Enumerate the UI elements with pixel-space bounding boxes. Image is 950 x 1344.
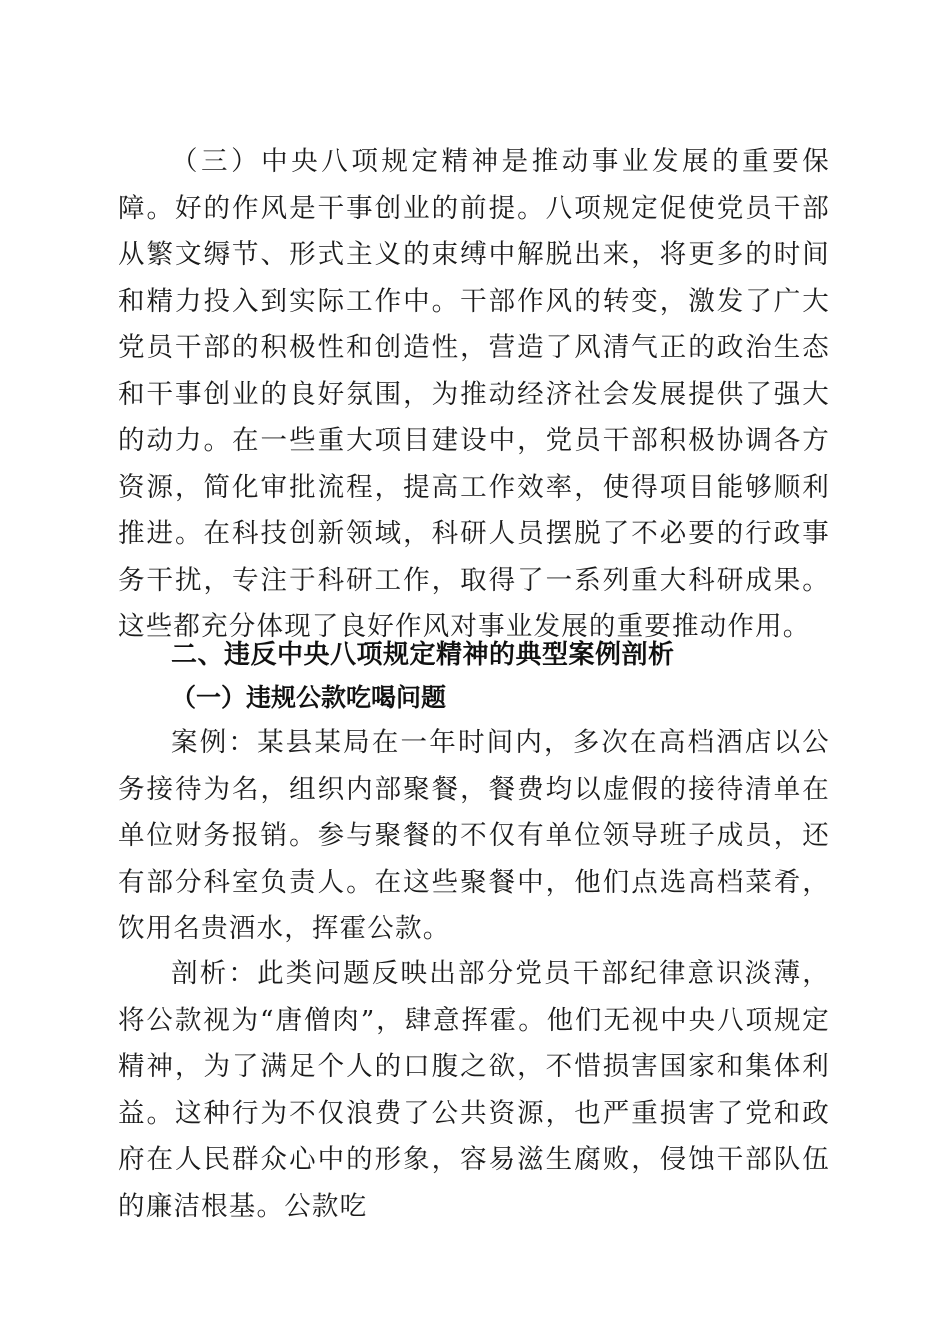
section-3-lead: （三）中央八项规定精神是推动事业发展的重要保障。: [118, 146, 830, 224]
section-3-body: 好的作风是干事创业的前提。八项规定促使党员干部从繁文缛节、形式主义的束缚中解脱出来，将更多的时间和精力投入到实际工作中。干部作风的转变，激发了广大党员干部的积极性和创造性，营造了风清气正的政治生态和干事创业的良好氛围，为推动经济社会发展提供了强大的动力。在一些重大项目建设中，党员干部积极协调各方资源，简化审批流程，提高工作效率，使得项目能够顺利推进。在科技创新领域，科研人员摆脱了不必要的行政事务干扰，专注于科研工作，取得了一系列重大科研成果。这些都充分体现了良好作风对事业发展的重要推动作用。: [118, 192, 830, 642]
subsection-heading-1: （一）违规公款吃喝问题: [171, 683, 447, 712]
analysis-paragraph: 剖析：此类问题反映出部分党员干部纪律意识淡薄，将公款视为“唐僧肉”，肆意挥霍。他们无视中央八项规定精神，为了满足个人的口腹之欲，不惜损害国家和集体利益。这种行为不仅浪费了公共资源，也严重损害了党和政府在人民群众心中的形象，容易滋生腐败，侵蚀干部队伍的廉洁根基。公款吃: [118, 958, 830, 1222]
section-3-paragraph: [118, 139, 830, 642]
case-paragraph: 案例：某县某局在一年时间内，多次在高档酒店以公务接待为名，组织内部聚餐，餐费均以虚假的接待清单在单位财务报销。参与聚餐的不仅有单位领导班子成员，还有部分科室负责人。在这些聚餐中，他们点选高档菜肴，饮用名贵酒水，挥霍公款。: [118, 727, 830, 944]
section-heading-2: 二、违反中央八项规定精神的典型案例剖析: [171, 640, 675, 670]
